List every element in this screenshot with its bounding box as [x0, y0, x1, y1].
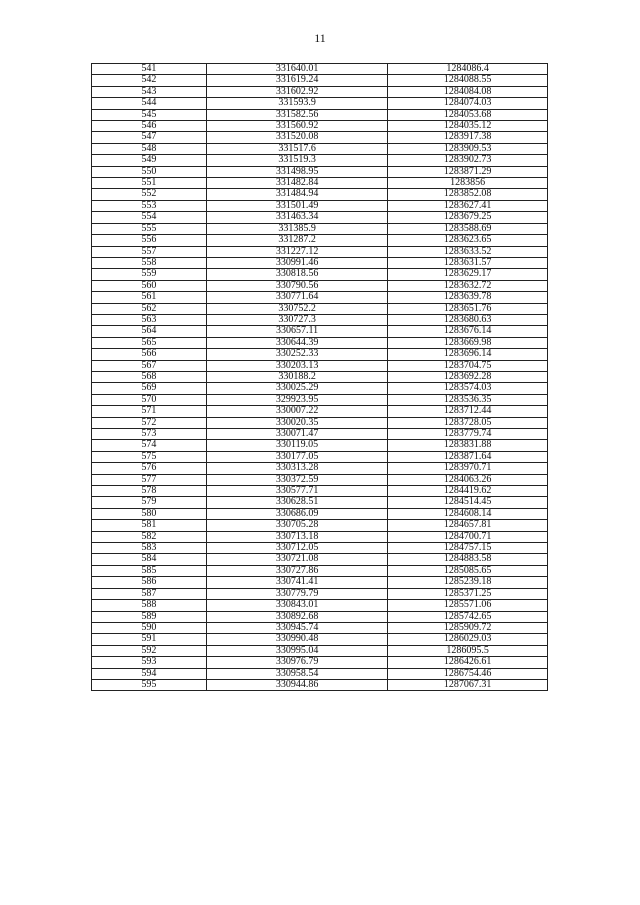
y-coordinate-cell: 1283536.35 — [388, 394, 548, 405]
table-row — [92, 554, 548, 565]
x-coordinate-cell: 330843.01 — [206, 600, 387, 611]
table-row — [92, 292, 548, 303]
x-coordinate-cell: 330071.47 — [206, 429, 387, 440]
x-coordinate-cell: 330177.05 — [206, 451, 387, 462]
x-coordinate-cell: 331593.9 — [206, 98, 387, 109]
x-coordinate-cell: 330713.18 — [206, 531, 387, 542]
y-coordinate-cell: 1284514.45 — [388, 497, 548, 508]
table-row — [92, 155, 548, 166]
x-coordinate-cell: 331520.08 — [206, 132, 387, 143]
table-row — [92, 679, 548, 690]
table-row — [92, 383, 548, 394]
y-coordinate-cell: 1283728.05 — [388, 417, 548, 428]
table-row — [92, 668, 548, 679]
table-row — [92, 166, 548, 177]
y-coordinate-cell: 1283680.63 — [388, 314, 548, 325]
y-coordinate-cell: 1285571.06 — [388, 600, 548, 611]
table-row — [92, 280, 548, 291]
point-number-cell: 541 — [92, 64, 207, 75]
point-number-cell: 558 — [92, 257, 207, 268]
table-row — [92, 86, 548, 97]
point-number-cell: 548 — [92, 143, 207, 154]
point-number-cell: 553 — [92, 200, 207, 211]
y-coordinate-cell: 1283676.14 — [388, 326, 548, 337]
x-coordinate-cell: 330372.59 — [206, 474, 387, 485]
x-coordinate-cell: 330779.79 — [206, 588, 387, 599]
point-number-cell: 573 — [92, 429, 207, 440]
table-row — [92, 371, 548, 382]
y-coordinate-cell: 1283902.73 — [388, 155, 548, 166]
point-number-cell: 561 — [92, 292, 207, 303]
table-row — [92, 600, 548, 611]
point-number-cell: 595 — [92, 679, 207, 690]
x-coordinate-cell: 330188.2 — [206, 371, 387, 382]
x-coordinate-cell: 330976.79 — [206, 657, 387, 668]
page-number: 11 — [314, 31, 326, 45]
y-coordinate-cell: 1285742.65 — [388, 611, 548, 622]
point-number-cell: 583 — [92, 543, 207, 554]
x-coordinate-cell: 330741.41 — [206, 577, 387, 588]
x-coordinate-cell: 330944.86 — [206, 679, 387, 690]
table-row — [92, 349, 548, 360]
point-number-cell: 594 — [92, 668, 207, 679]
x-coordinate-cell: 331640.01 — [206, 64, 387, 75]
x-coordinate-cell: 331498.95 — [206, 166, 387, 177]
table-row — [92, 497, 548, 508]
y-coordinate-cell: 1283696.14 — [388, 349, 548, 360]
y-coordinate-cell: 1283588.69 — [388, 223, 548, 234]
table-row — [92, 326, 548, 337]
point-number-cell: 582 — [92, 531, 207, 542]
table-row — [92, 189, 548, 200]
y-coordinate-cell: 1283651.76 — [388, 303, 548, 314]
table-row — [92, 314, 548, 325]
x-coordinate-cell: 330958.54 — [206, 668, 387, 679]
table-row — [92, 429, 548, 440]
x-coordinate-cell: 329923.95 — [206, 394, 387, 405]
x-coordinate-cell: 330818.56 — [206, 269, 387, 280]
point-number-cell: 545 — [92, 109, 207, 120]
point-number-cell: 575 — [92, 451, 207, 462]
x-coordinate-cell: 330577.71 — [206, 486, 387, 497]
table-row — [92, 451, 548, 462]
y-coordinate-cell: 1283633.52 — [388, 246, 548, 257]
point-number-cell: 577 — [92, 474, 207, 485]
table-row — [92, 360, 548, 371]
point-number-cell: 576 — [92, 463, 207, 474]
table-row — [92, 657, 548, 668]
y-coordinate-cell: 1283692.28 — [388, 371, 548, 382]
x-coordinate-cell: 331287.2 — [206, 235, 387, 246]
x-coordinate-cell: 330119.05 — [206, 440, 387, 451]
table-row — [92, 463, 548, 474]
x-coordinate-cell: 331501.49 — [206, 200, 387, 211]
x-coordinate-cell: 331484.94 — [206, 189, 387, 200]
table-row — [92, 543, 548, 554]
x-coordinate-cell: 331385.9 — [206, 223, 387, 234]
x-coordinate-cell: 330752.2 — [206, 303, 387, 314]
y-coordinate-cell: 1286426.61 — [388, 657, 548, 668]
x-coordinate-cell: 330712.05 — [206, 543, 387, 554]
x-coordinate-cell: 331560.92 — [206, 121, 387, 132]
point-number-cell: 564 — [92, 326, 207, 337]
y-coordinate-cell: 1284757.15 — [388, 543, 548, 554]
x-coordinate-cell: 330991.46 — [206, 257, 387, 268]
point-number-cell: 551 — [92, 178, 207, 189]
table-row — [92, 223, 548, 234]
y-coordinate-cell: 1284084.08 — [388, 86, 548, 97]
y-coordinate-cell: 1283627.41 — [388, 200, 548, 211]
point-number-cell: 567 — [92, 360, 207, 371]
y-coordinate-cell: 1283704.75 — [388, 360, 548, 371]
table-row — [92, 417, 548, 428]
point-number-cell: 560 — [92, 280, 207, 291]
x-coordinate-cell: 330990.48 — [206, 634, 387, 645]
point-number-cell: 566 — [92, 349, 207, 360]
point-number-cell: 579 — [92, 497, 207, 508]
y-coordinate-cell: 1286095.5 — [388, 645, 548, 656]
x-coordinate-cell: 330628.51 — [206, 497, 387, 508]
y-coordinate-cell: 1284700.71 — [388, 531, 548, 542]
y-coordinate-cell: 1283712.44 — [388, 406, 548, 417]
y-coordinate-cell: 1287067.31 — [388, 679, 548, 690]
table-row — [92, 143, 548, 154]
y-coordinate-cell: 1284053.68 — [388, 109, 548, 120]
point-number-cell: 590 — [92, 622, 207, 633]
point-number-cell: 556 — [92, 235, 207, 246]
y-coordinate-cell: 1283909.53 — [388, 143, 548, 154]
table-row — [92, 98, 548, 109]
point-number-cell: 585 — [92, 565, 207, 576]
table-row — [92, 200, 548, 211]
table-row — [92, 235, 548, 246]
point-number-cell: 555 — [92, 223, 207, 234]
table-row — [92, 565, 548, 576]
point-number-cell: 549 — [92, 155, 207, 166]
y-coordinate-cell: 1286754.46 — [388, 668, 548, 679]
y-coordinate-cell: 1285371.25 — [388, 588, 548, 599]
table-row — [92, 622, 548, 633]
y-coordinate-cell: 1283629.17 — [388, 269, 548, 280]
x-coordinate-cell: 330252.33 — [206, 349, 387, 360]
point-number-cell: 581 — [92, 520, 207, 531]
y-coordinate-cell: 1284086.4 — [388, 64, 548, 75]
y-coordinate-cell: 1283970.71 — [388, 463, 548, 474]
table-row — [92, 337, 548, 348]
table-row — [92, 132, 548, 143]
x-coordinate-cell: 330020.35 — [206, 417, 387, 428]
x-coordinate-cell: 330705.28 — [206, 520, 387, 531]
point-number-cell: 542 — [92, 75, 207, 86]
table-row — [92, 440, 548, 451]
table-row — [92, 645, 548, 656]
y-coordinate-cell: 1283917.38 — [388, 132, 548, 143]
y-coordinate-cell: 1283852.08 — [388, 189, 548, 200]
x-coordinate-cell: 331482.84 — [206, 178, 387, 189]
y-coordinate-cell: 1283639.78 — [388, 292, 548, 303]
x-coordinate-cell: 330945.74 — [206, 622, 387, 633]
x-coordinate-cell: 331619.24 — [206, 75, 387, 86]
table-row — [92, 246, 548, 257]
point-number-cell: 554 — [92, 212, 207, 223]
y-coordinate-cell: 1285909.72 — [388, 622, 548, 633]
x-coordinate-cell: 330727.86 — [206, 565, 387, 576]
point-number-cell: 584 — [92, 554, 207, 565]
table-row — [92, 257, 548, 268]
table-row — [92, 520, 548, 531]
x-coordinate-cell: 330203.13 — [206, 360, 387, 371]
x-coordinate-cell: 330007.22 — [206, 406, 387, 417]
table-row — [92, 64, 548, 75]
table-row — [92, 486, 548, 497]
point-number-cell: 574 — [92, 440, 207, 451]
point-number-cell: 546 — [92, 121, 207, 132]
table-row — [92, 611, 548, 622]
table-row — [92, 577, 548, 588]
point-number-cell: 562 — [92, 303, 207, 314]
point-number-cell: 547 — [92, 132, 207, 143]
point-number-cell: 570 — [92, 394, 207, 405]
y-coordinate-cell: 1283623.65 — [388, 235, 548, 246]
table-row — [92, 75, 548, 86]
point-number-cell: 571 — [92, 406, 207, 417]
x-coordinate-cell: 330790.56 — [206, 280, 387, 291]
point-number-cell: 559 — [92, 269, 207, 280]
x-coordinate-cell: 330686.09 — [206, 508, 387, 519]
point-number-cell: 591 — [92, 634, 207, 645]
coordinates-table — [91, 63, 548, 691]
point-number-cell: 592 — [92, 645, 207, 656]
y-coordinate-cell: 1283574.03 — [388, 383, 548, 394]
point-number-cell: 588 — [92, 600, 207, 611]
table-row — [92, 178, 548, 189]
y-coordinate-cell: 1286029.03 — [388, 634, 548, 645]
x-coordinate-cell: 330313.28 — [206, 463, 387, 474]
table-row — [92, 212, 548, 223]
table-row — [92, 508, 548, 519]
table-row — [92, 269, 548, 280]
x-coordinate-cell: 330892.68 — [206, 611, 387, 622]
x-coordinate-cell: 330721.08 — [206, 554, 387, 565]
x-coordinate-cell: 331463.34 — [206, 212, 387, 223]
point-number-cell: 587 — [92, 588, 207, 599]
y-coordinate-cell: 1284608.14 — [388, 508, 548, 519]
table-row — [92, 394, 548, 405]
y-coordinate-cell: 1284063.26 — [388, 474, 548, 485]
table-row — [92, 588, 548, 599]
point-number-cell: 589 — [92, 611, 207, 622]
y-coordinate-cell: 1284088.55 — [388, 75, 548, 86]
x-coordinate-cell: 330727.3 — [206, 314, 387, 325]
y-coordinate-cell: 1284883.58 — [388, 554, 548, 565]
x-coordinate-cell: 331517.6 — [206, 143, 387, 154]
table-row — [92, 406, 548, 417]
y-coordinate-cell: 1283631.57 — [388, 257, 548, 268]
x-coordinate-cell: 330657.11 — [206, 326, 387, 337]
y-coordinate-cell: 1283856 — [388, 178, 548, 189]
point-number-cell: 543 — [92, 86, 207, 97]
point-number-cell: 550 — [92, 166, 207, 177]
x-coordinate-cell: 330025.29 — [206, 383, 387, 394]
x-coordinate-cell: 330644.39 — [206, 337, 387, 348]
y-coordinate-cell: 1283669.98 — [388, 337, 548, 348]
point-number-cell: 586 — [92, 577, 207, 588]
table-row — [92, 634, 548, 645]
table-row — [92, 531, 548, 542]
point-number-cell: 563 — [92, 314, 207, 325]
y-coordinate-cell: 1283632.72 — [388, 280, 548, 291]
y-coordinate-cell: 1284035.12 — [388, 121, 548, 132]
y-coordinate-cell: 1283679.25 — [388, 212, 548, 223]
y-coordinate-cell: 1285085.65 — [388, 565, 548, 576]
table-row — [92, 121, 548, 132]
y-coordinate-cell: 1283871.64 — [388, 451, 548, 462]
x-coordinate-cell: 331227.12 — [206, 246, 387, 257]
y-coordinate-cell: 1283779.74 — [388, 429, 548, 440]
point-number-cell: 544 — [92, 98, 207, 109]
y-coordinate-cell: 1283831.88 — [388, 440, 548, 451]
point-number-cell: 578 — [92, 486, 207, 497]
point-number-cell: 572 — [92, 417, 207, 428]
point-number-cell: 593 — [92, 657, 207, 668]
point-number-cell: 557 — [92, 246, 207, 257]
y-coordinate-cell: 1284074.03 — [388, 98, 548, 109]
point-number-cell: 580 — [92, 508, 207, 519]
x-coordinate-cell: 330771.64 — [206, 292, 387, 303]
table-row — [92, 109, 548, 120]
table-row — [92, 474, 548, 485]
x-coordinate-cell: 331519.3 — [206, 155, 387, 166]
point-number-cell: 569 — [92, 383, 207, 394]
x-coordinate-cell: 331582.56 — [206, 109, 387, 120]
y-coordinate-cell: 1284419.62 — [388, 486, 548, 497]
y-coordinate-cell: 1285239.18 — [388, 577, 548, 588]
x-coordinate-cell: 331602.92 — [206, 86, 387, 97]
table-row — [92, 303, 548, 314]
coordinates-table-body — [92, 64, 548, 691]
y-coordinate-cell: 1284657.81 — [388, 520, 548, 531]
y-coordinate-cell: 1283871.29 — [388, 166, 548, 177]
point-number-cell: 552 — [92, 189, 207, 200]
point-number-cell: 568 — [92, 371, 207, 382]
x-coordinate-cell: 330995.04 — [206, 645, 387, 656]
point-number-cell: 565 — [92, 337, 207, 348]
